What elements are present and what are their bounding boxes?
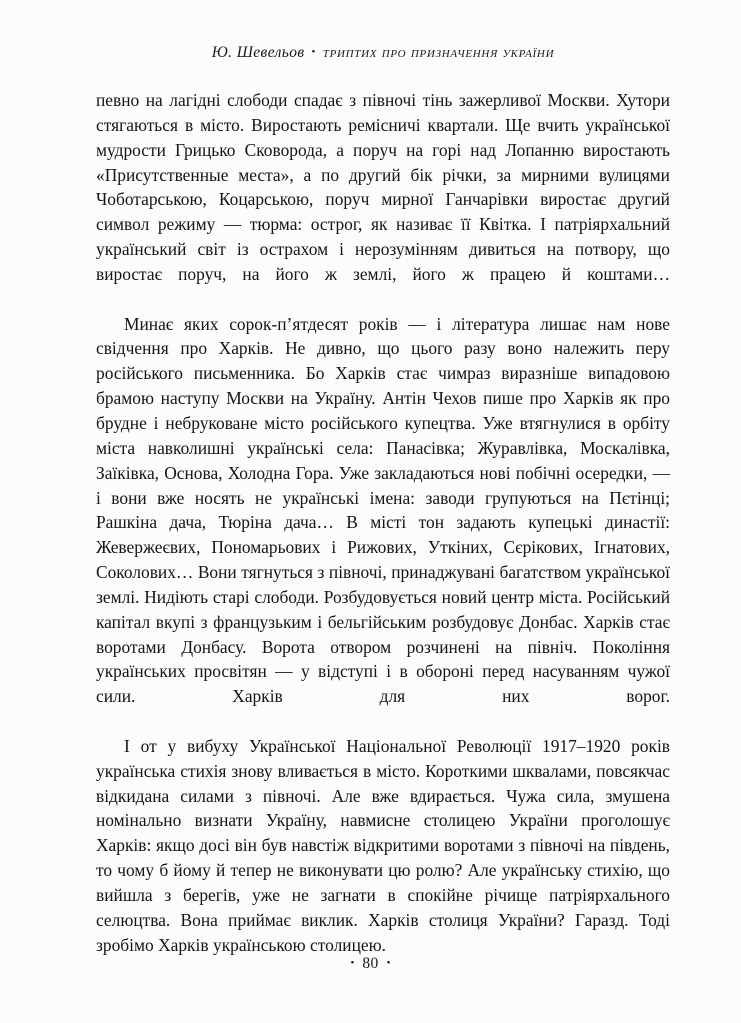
page-folio	[0, 955, 741, 973]
paragraph-1: певно на лагідні слободи спадає з півночі тінь зажерливої Москви. Хутори стягаються в місто. Виростають ремісничі квартали. Ще вчить української мудрости Грицько Сковорода, а поруч на горі над Лопанню виростають «Присутственные места», а по другий бік річки, за мирними вулицями Чоботарською, Коцарською, поруч мирної Ганчарівки виростає другий символ режиму — тюрма: острог, як називає її Квітка. І патріярхальний український світ із острахом і нерозумінням дивиться на потвору, що виростає поруч, на його ж землі, його ж працею й коштами…	[96, 90, 670, 284]
running-head-title: триптих про призначення україни	[322, 44, 555, 61]
paragraph-2: Минає яких сорок-п’ятдесят років — і література лишає нам нове свідчення про Харків. Не дивно, що цього разу воно належить перу російського письменника. Бо Харків стає чимраз виразніше випадовою брамою наступу Москви на Україну. Антін Чехов пише про Харків як про брудне і небруковане місто російського купецтва. Уже втягнулися в орбіту міста навколишні українські села: Панасівка; Журавлівка, Москалівка, Заїківка, Основа, Холодна Гора. Уже закладаються нові побічні осередки, — і вони вже носять не українські імена: заводи групуються на Пєтінці; Рашкіна дача, Тюріна дача… В місті тон задають купецькі династії: Жевержеєвих, Пономарьових і Рижових, Уткіних, Сєрікових, Ігнатових, Соколових… Вони тягнуться з півночі, принаджувані багатством української землі. Нидіють старі слободи. Розбудовується новий центр міста. Російський капітал вкупі з французьким і бельгійським розбудовує Донбас. Харків стає воротами Донбасу. Ворота отвором розчинені на північ. Покоління українських просвітян — у відступі і в обороні перед насуванням чужої сили. Харків для них ворог.	[96, 313, 670, 707]
running-head-inner	[212, 44, 554, 62]
body-text-block	[96, 88, 670, 958]
paragraph-3: І от у вибуху Української Національної Революції 1917–1920 років українська стихія знову вливається в місто. Короткими шквалами, повсякчас відкидана силами з півночі. Але вже вдирається. Чужа сила, змушена номінально визнати Україну, навмисне столицею України проголошує Харків: якщо досі він був навстіж відкритими воротами з півночі на південь, то чому б йому й тепер не виконувати цю ролю? Але українську стихію, що вийшла з берегів, уже не загнати в спокійне річище патріярхального селюцтва. Вона приймає виклик. Харків столиця України? Гаразд. Тоді зробімо Харків українською столицею.	[96, 735, 670, 955]
folio-left-bullet-icon: •	[350, 957, 355, 969]
running-head-author: Ю. Шевельов	[211, 44, 305, 61]
running-head	[96, 44, 670, 66]
folio-right-bullet-icon: •	[386, 957, 391, 969]
running-head-separator-bullet-icon: •	[311, 46, 316, 58]
page-number: 80	[362, 955, 379, 972]
